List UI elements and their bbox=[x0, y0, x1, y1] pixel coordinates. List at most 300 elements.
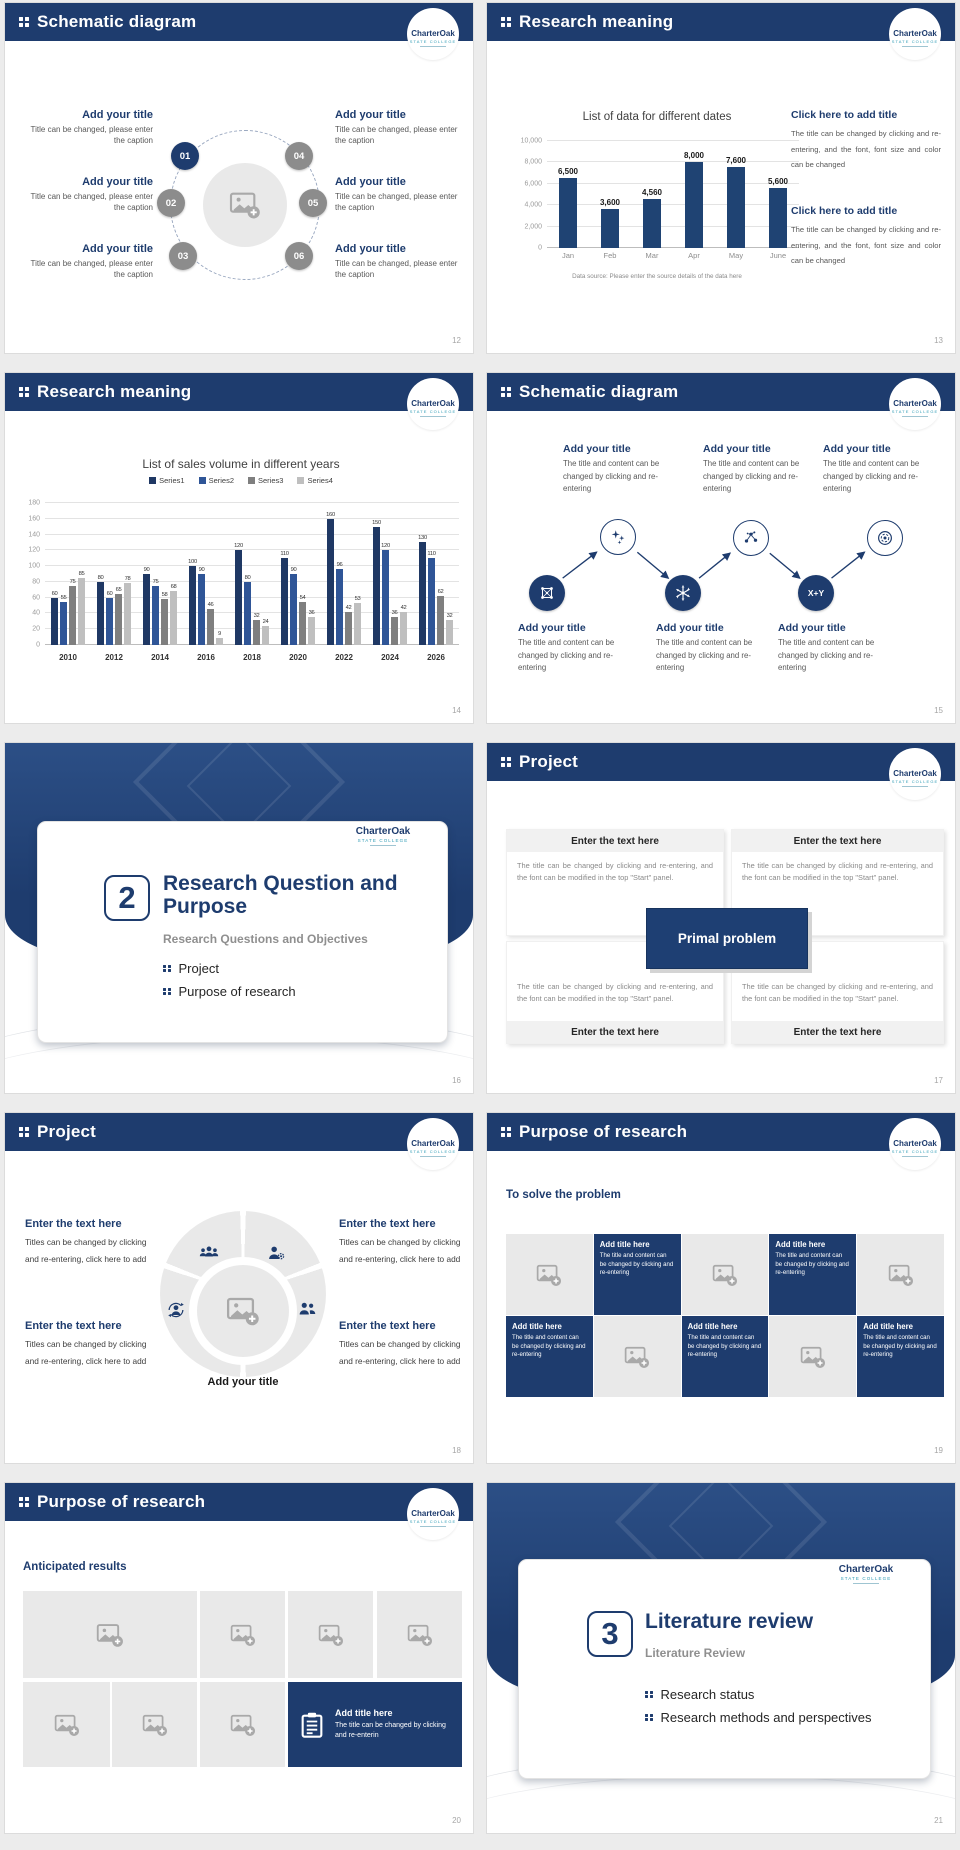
y-tick-label: 8,000 bbox=[524, 158, 542, 166]
block-title: Add your title bbox=[778, 622, 846, 634]
logo-divider bbox=[902, 1156, 928, 1157]
slide-header bbox=[5, 373, 473, 411]
block-title: Enter the text here bbox=[339, 1218, 436, 1230]
block-body: Titles can be changed by clicking and re-entering, click here to add bbox=[339, 1237, 461, 1264]
bar bbox=[327, 519, 334, 645]
logo-subtitle: STATE COLLEGE bbox=[409, 39, 457, 44]
section-title: Research Question and Purpose bbox=[163, 872, 398, 918]
slide-title: Research meaning bbox=[37, 382, 192, 401]
logo-divider bbox=[902, 416, 928, 417]
block-body: Titles can be changed by clicking and re-entering, click here to add bbox=[339, 1339, 461, 1366]
bullet-label: Research methods and perspectives bbox=[660, 1710, 872, 1725]
block-title: Click here to add title bbox=[791, 205, 898, 217]
bar bbox=[207, 609, 214, 645]
chart-source-note: Data source: Please enter the source details of the data here bbox=[572, 273, 742, 280]
image-placeholder-icon bbox=[230, 1622, 256, 1648]
box-title: Enter the text here bbox=[507, 830, 723, 852]
image-placeholder-icon bbox=[536, 1262, 562, 1288]
text-block bbox=[656, 622, 772, 675]
text-block bbox=[791, 205, 941, 269]
header-bullet-icon bbox=[501, 757, 511, 767]
block-title: Add your title bbox=[335, 176, 406, 188]
bar bbox=[124, 583, 131, 645]
bar bbox=[437, 596, 444, 645]
bar-value-label: 46 bbox=[207, 601, 214, 608]
checkerboard-grid bbox=[506, 1234, 944, 1397]
box-title: Enter the text here bbox=[732, 1021, 943, 1043]
block-body: The title can be changed by clicking and re-entering, and the font, font size and color can be changed bbox=[791, 129, 941, 169]
title-card bbox=[288, 1682, 462, 1767]
bar bbox=[78, 578, 85, 645]
page-number: 13 bbox=[934, 336, 943, 345]
block-body: The title can be changed by clicking and re-entering, and the font, font size and color can be changed bbox=[791, 225, 941, 265]
process-circle bbox=[798, 575, 834, 611]
process-circle bbox=[733, 520, 769, 556]
page-number: 14 bbox=[452, 706, 461, 715]
bullet-icon bbox=[163, 988, 171, 996]
block-title: Enter the text here bbox=[339, 1320, 436, 1332]
box-title: Enter the text here bbox=[732, 830, 943, 852]
bar-value-label: 24 bbox=[262, 619, 269, 626]
bar-value-label: 60 bbox=[106, 590, 113, 597]
logo-name: CharterOak bbox=[355, 826, 411, 837]
y-tick-label: 6,000 bbox=[524, 180, 542, 188]
image-placeholder bbox=[197, 1265, 289, 1357]
logo-subtitle: STATE COLLEGE bbox=[409, 1519, 457, 1524]
page-number: 18 bbox=[452, 1446, 461, 1455]
image-placeholder bbox=[112, 1682, 197, 1767]
person-pair-icon bbox=[296, 1298, 318, 1320]
step-node: 04 bbox=[285, 142, 313, 170]
x-tick-label: Jan bbox=[561, 251, 575, 260]
text-block bbox=[335, 109, 465, 146]
box-body: The title can be changed by clicking and re-entering, and the font can be modified in the top "Start" panel. bbox=[742, 982, 933, 1003]
block-caption: Title can be changed, please enter the caption bbox=[335, 192, 458, 212]
block-body: The title and content can be changed by clicking and re-entering bbox=[778, 638, 875, 672]
image-placeholder bbox=[594, 1316, 681, 1397]
block-body: The title and content can be changed by clicking and re-entering bbox=[563, 459, 660, 493]
text-block bbox=[335, 243, 465, 280]
box-body: The title can be changed by clicking and re-entering, and the font can be modified in the top "Start" panel. bbox=[742, 861, 933, 882]
bar-value-label: 80 bbox=[244, 574, 251, 581]
image-placeholder bbox=[23, 1591, 197, 1678]
block-body: The title and content can be changed by clicking and re-entering bbox=[518, 638, 615, 672]
bullet-icon bbox=[163, 965, 171, 973]
bar-group bbox=[235, 503, 270, 645]
bar-group bbox=[327, 503, 362, 645]
slide-thumbnail-18[interactable] bbox=[4, 1112, 474, 1464]
process-circle bbox=[600, 519, 636, 555]
bar bbox=[115, 594, 122, 645]
title-card bbox=[682, 1316, 769, 1397]
bullet-icon bbox=[645, 1691, 653, 1699]
bar bbox=[400, 612, 407, 645]
slide-thumbnail-19[interactable] bbox=[486, 1112, 956, 1464]
text-block bbox=[823, 443, 939, 496]
header-bullet-icon bbox=[19, 17, 29, 27]
chart-title: List of data for different dates bbox=[582, 111, 732, 123]
x-tick-label: 2016 bbox=[197, 653, 215, 662]
slide-thumbnail-12[interactable] bbox=[4, 2, 474, 354]
bar bbox=[97, 582, 104, 645]
card-body: The title and content can be changed by clicking and re-entering bbox=[687, 1334, 762, 1359]
bar-value-label: 75 bbox=[69, 578, 76, 585]
bar bbox=[419, 542, 426, 645]
logo-subtitle: STATE COLLEGE bbox=[891, 1149, 939, 1154]
text-block bbox=[791, 109, 941, 173]
bar-value-label: 6,500 bbox=[557, 167, 579, 177]
page-number: 17 bbox=[934, 1076, 943, 1085]
logo-subtitle: STATE COLLEGE bbox=[409, 409, 457, 414]
box-body: The title can be changed by clicking and re-entering, and the font can be modified in the top "Start" panel. bbox=[517, 861, 713, 882]
slide-thumbnail-17[interactable] bbox=[486, 742, 956, 1094]
bar bbox=[216, 638, 223, 645]
y-tick-label: 0 bbox=[36, 641, 40, 649]
block-caption: Title can be changed, please enter the caption bbox=[30, 192, 153, 212]
bar-group bbox=[281, 503, 316, 645]
slide-header bbox=[5, 1113, 473, 1151]
x-tick-label: 2022 bbox=[335, 653, 353, 662]
process-circle bbox=[529, 575, 565, 611]
block-title: Add your title bbox=[703, 443, 771, 455]
bar-value-label: 160 bbox=[326, 511, 335, 518]
image-placeholder-icon bbox=[229, 189, 261, 221]
lattice-icon bbox=[538, 584, 556, 602]
bar-value-label: 53 bbox=[354, 596, 361, 603]
bar-value-label: 96 bbox=[336, 562, 343, 569]
block-title: Add your title bbox=[82, 243, 153, 255]
image-placeholder bbox=[377, 1591, 462, 1678]
bar-value-label: 150 bbox=[372, 519, 381, 526]
logo-divider bbox=[420, 46, 446, 47]
page-number: 12 bbox=[452, 336, 461, 345]
slide-header bbox=[487, 373, 955, 411]
block-title: Add your title bbox=[82, 109, 153, 121]
legend-marker bbox=[199, 477, 206, 484]
title-card bbox=[857, 1316, 944, 1397]
bar-value-label: 5,600 bbox=[767, 177, 789, 187]
y-tick-label: 0 bbox=[538, 244, 542, 252]
slide-header bbox=[5, 3, 473, 41]
y-tick-label: 140 bbox=[28, 531, 40, 539]
bar-group bbox=[97, 503, 132, 645]
bar bbox=[299, 602, 306, 645]
bar-value-label: 3,600 bbox=[599, 198, 621, 208]
slide-header bbox=[5, 1483, 473, 1521]
bar-value-label: 120 bbox=[234, 543, 243, 550]
section-subtitle: Literature Review bbox=[645, 1646, 746, 1660]
header-bullet-icon bbox=[501, 387, 511, 397]
slide-thumbnail-21[interactable] bbox=[486, 1482, 956, 1834]
card-title: Add title here bbox=[512, 1322, 562, 1331]
image-placeholder-icon bbox=[230, 1712, 256, 1738]
bullet-label: Purpose of research bbox=[178, 984, 296, 999]
bar-value-label: 32 bbox=[446, 612, 453, 619]
slide-header bbox=[487, 1113, 955, 1151]
image-placeholder bbox=[769, 1316, 856, 1397]
block-title: Add your title bbox=[335, 243, 406, 255]
bar-value-label: 58 bbox=[161, 592, 168, 599]
bar-value-label: 90 bbox=[290, 567, 297, 573]
card-title: Add title here bbox=[863, 1322, 914, 1331]
image-placeholder bbox=[682, 1234, 769, 1315]
bar-value-label: 54 bbox=[299, 595, 306, 602]
block-body: Titles can be changed by clicking and re-entering, click here to add bbox=[25, 1339, 147, 1366]
bar-value-label: 7,600 bbox=[725, 155, 747, 165]
legend-item: Series2 bbox=[199, 476, 234, 485]
bar-value-label: 90 bbox=[143, 567, 150, 573]
image-placeholder bbox=[23, 1682, 110, 1767]
slide-thumbnail-14[interactable] bbox=[4, 372, 474, 724]
card-body: The title and content can be changed by clicking and re-entering bbox=[599, 1252, 674, 1277]
chart-x-axis bbox=[547, 251, 799, 260]
bar-value-label: 8,000 bbox=[683, 151, 705, 161]
page-number: 20 bbox=[452, 1816, 461, 1825]
section-bullet bbox=[163, 961, 219, 976]
charteroak-logo bbox=[407, 8, 459, 60]
card-body: The title and content can be changed by clicking and re-entering bbox=[775, 1252, 849, 1277]
header-bullet-icon bbox=[501, 1127, 511, 1137]
bar-group bbox=[51, 503, 86, 645]
block-caption: Title can be changed, please enter the caption bbox=[335, 259, 458, 279]
bar-value-label: 9 bbox=[218, 630, 221, 637]
card-body: The title can be changed by clicking and re-enterin bbox=[335, 1721, 446, 1739]
chart-plot-area bbox=[520, 137, 799, 252]
bullet-icon bbox=[645, 1714, 653, 1722]
y-tick-label: 60 bbox=[32, 594, 40, 602]
box-title: Enter the text here bbox=[507, 1021, 723, 1043]
bar-value-label: 42 bbox=[345, 604, 352, 611]
image-placeholder-icon bbox=[54, 1712, 80, 1738]
bar bbox=[290, 574, 297, 645]
block-body: The title and content can be changed by clicking and re-entering bbox=[656, 638, 753, 672]
legend-marker bbox=[149, 477, 156, 484]
block-body: The title and content can be changed by clicking and re-entering bbox=[823, 459, 920, 493]
bar bbox=[69, 586, 76, 645]
charteroak-logo bbox=[338, 826, 428, 846]
charteroak-logo bbox=[889, 1118, 941, 1170]
block-title: Add your title bbox=[656, 622, 724, 634]
bar bbox=[235, 550, 242, 645]
bar bbox=[281, 558, 288, 645]
logo-name: CharterOak bbox=[893, 399, 937, 408]
image-placeholder-icon bbox=[226, 1294, 260, 1328]
block-title: Add your title bbox=[823, 443, 891, 455]
x-tick-label: 2012 bbox=[105, 653, 123, 662]
bar bbox=[559, 178, 577, 248]
bar-value-label: 120 bbox=[381, 543, 390, 550]
logo-subtitle: STATE COLLEGE bbox=[891, 409, 939, 414]
wheel-caption: Add your title bbox=[207, 1376, 279, 1388]
bar bbox=[106, 598, 113, 645]
step-node: 05 bbox=[299, 189, 327, 217]
charteroak-logo bbox=[407, 1118, 459, 1170]
target-icon bbox=[876, 529, 894, 547]
x-tick-label: May bbox=[728, 251, 744, 260]
bar bbox=[189, 566, 196, 645]
text-block bbox=[778, 622, 894, 675]
charteroak-logo bbox=[889, 8, 941, 60]
sparkles-icon bbox=[609, 528, 627, 546]
slide-title: Project bbox=[37, 1122, 97, 1141]
image-placeholder bbox=[857, 1234, 944, 1315]
slide-title: Schematic diagram bbox=[37, 12, 197, 31]
text-block bbox=[23, 109, 153, 146]
chart-title: List of sales volume in different years bbox=[142, 457, 340, 471]
bar bbox=[769, 188, 787, 248]
block-title: Add your title bbox=[563, 443, 631, 455]
section-heading: To solve the problem bbox=[506, 1189, 621, 1201]
bar bbox=[170, 591, 177, 645]
snowflake-icon bbox=[674, 584, 692, 602]
section-heading: Anticipated results bbox=[23, 1561, 127, 1573]
logo-divider bbox=[853, 1583, 879, 1584]
image-placeholder-icon bbox=[624, 1344, 650, 1370]
x-tick-label: Apr bbox=[688, 251, 700, 260]
text-block bbox=[703, 443, 819, 496]
block-title: Enter the text here bbox=[25, 1320, 122, 1332]
bar bbox=[345, 612, 352, 645]
legend-item: Series1 bbox=[149, 476, 184, 485]
charteroak-logo bbox=[407, 378, 459, 430]
slide-thumbnail-20[interactable] bbox=[4, 1482, 474, 1834]
bar-value-label: 80 bbox=[97, 574, 104, 581]
logo-name: CharterOak bbox=[411, 1509, 455, 1518]
logo-name: CharterOak bbox=[893, 29, 937, 38]
logo-subtitle: STATE COLLEGE bbox=[357, 838, 409, 843]
bar-value-label: 100 bbox=[188, 559, 197, 566]
bar-value-label: 110 bbox=[280, 551, 289, 558]
image-placeholder-icon bbox=[407, 1622, 433, 1648]
text-block bbox=[518, 622, 634, 675]
slide-title: Purpose of research bbox=[519, 1122, 688, 1141]
charteroak-logo bbox=[889, 748, 941, 800]
slide-header bbox=[487, 743, 955, 781]
legend-marker bbox=[248, 477, 255, 484]
y-tick-label: 2,000 bbox=[524, 223, 542, 231]
bar bbox=[51, 598, 58, 645]
image-placeholder bbox=[200, 1591, 285, 1678]
image-placeholder-icon bbox=[800, 1344, 826, 1370]
bar bbox=[373, 527, 380, 645]
bar bbox=[428, 558, 435, 645]
x-tick-label: 2024 bbox=[381, 653, 399, 662]
logo-name: CharterOak bbox=[893, 769, 937, 778]
section-number: 2 bbox=[104, 875, 150, 921]
person-refresh-icon bbox=[165, 1299, 187, 1321]
bar-value-label: 110 bbox=[427, 551, 436, 558]
page-number: 16 bbox=[452, 1076, 461, 1085]
block-title: Enter the text here bbox=[25, 1218, 122, 1230]
image-placeholder bbox=[506, 1234, 593, 1315]
bullet-label: Research status bbox=[660, 1687, 755, 1702]
card-title: Add title here bbox=[335, 1707, 393, 1718]
header-bullet-icon bbox=[19, 1497, 29, 1507]
bar bbox=[198, 574, 205, 645]
slide-thumbnail-16[interactable] bbox=[4, 742, 474, 1094]
step-node: 03 bbox=[169, 242, 197, 270]
header-bullet-icon bbox=[501, 17, 511, 27]
page-number: 15 bbox=[934, 706, 943, 715]
clipboard-icon bbox=[298, 1711, 326, 1739]
header-bullet-icon bbox=[19, 1127, 29, 1137]
bar bbox=[391, 617, 398, 645]
text-block bbox=[25, 1218, 157, 1268]
logo-subtitle: STATE COLLEGE bbox=[409, 1149, 457, 1154]
image-placeholder-icon bbox=[318, 1622, 344, 1648]
logo-name: CharterOak bbox=[411, 399, 455, 408]
block-body: Titles can be changed by clicking and re-entering, click here to add bbox=[25, 1237, 147, 1264]
block-caption: Title can be changed, please enter the caption bbox=[335, 125, 458, 145]
charteroak-logo bbox=[407, 1488, 459, 1540]
bar-value-label: 90 bbox=[198, 567, 205, 573]
page-number: 21 bbox=[934, 1816, 943, 1825]
x-tick-label: 2026 bbox=[427, 653, 445, 662]
chart-x-axis bbox=[45, 653, 459, 662]
bar bbox=[354, 603, 361, 645]
card-title: Add title here bbox=[687, 1322, 738, 1331]
logo-divider bbox=[902, 46, 928, 47]
image-placeholder-icon bbox=[96, 1621, 124, 1649]
image-placeholder-icon bbox=[142, 1712, 168, 1738]
slide-title: Project bbox=[519, 752, 579, 771]
bar-value-label: 32 bbox=[253, 612, 260, 619]
bar-value-label: 68 bbox=[170, 584, 177, 591]
y-tick-label: 100 bbox=[28, 562, 40, 570]
logo-name: CharterOak bbox=[893, 1139, 937, 1148]
logo-name: CharterOak bbox=[838, 1564, 894, 1575]
logo-divider bbox=[420, 416, 446, 417]
x-tick-label: Mar bbox=[645, 251, 659, 260]
section-number: 3 bbox=[587, 1611, 633, 1657]
cover-card bbox=[37, 821, 448, 1043]
slide-header bbox=[487, 3, 955, 41]
bar bbox=[336, 569, 343, 645]
title-card bbox=[594, 1234, 681, 1315]
cover-card bbox=[518, 1559, 931, 1779]
bar bbox=[60, 602, 67, 645]
logo-subtitle: STATE COLLEGE bbox=[840, 1576, 892, 1581]
title-card bbox=[506, 1316, 593, 1397]
y-tick-label: 80 bbox=[32, 578, 40, 586]
y-tick-label: 20 bbox=[32, 625, 40, 633]
block-title: Click here to add title bbox=[791, 109, 898, 121]
x-tick-label: 2010 bbox=[59, 653, 77, 662]
logo-divider bbox=[902, 786, 928, 787]
logo-name: CharterOak bbox=[411, 29, 455, 38]
people-group-icon bbox=[198, 1242, 220, 1264]
y-tick-label: 120 bbox=[28, 546, 40, 554]
step-node: 01 bbox=[171, 142, 199, 170]
bar-value-label: 130 bbox=[418, 535, 427, 542]
slide-thumbnail-13[interactable] bbox=[486, 2, 956, 354]
block-caption: Title can be changed, please enter the caption bbox=[30, 125, 153, 145]
image-placeholder-icon bbox=[888, 1262, 914, 1288]
text-block bbox=[335, 176, 465, 213]
charteroak-logo bbox=[821, 1564, 911, 1584]
x-tick-label: 2020 bbox=[289, 653, 307, 662]
bar bbox=[382, 550, 389, 645]
bar bbox=[244, 582, 251, 645]
bar bbox=[308, 617, 315, 645]
y-tick-label: 10,000 bbox=[520, 137, 542, 145]
slide-thumbnail-15[interactable] bbox=[486, 372, 956, 724]
bullet-label: Project bbox=[178, 961, 219, 976]
section-title: Literature review bbox=[645, 1610, 814, 1633]
charteroak-logo bbox=[889, 378, 941, 430]
card-body: The title and content can be changed by clicking and re-entering bbox=[863, 1334, 937, 1359]
step-node: 06 bbox=[285, 242, 313, 270]
